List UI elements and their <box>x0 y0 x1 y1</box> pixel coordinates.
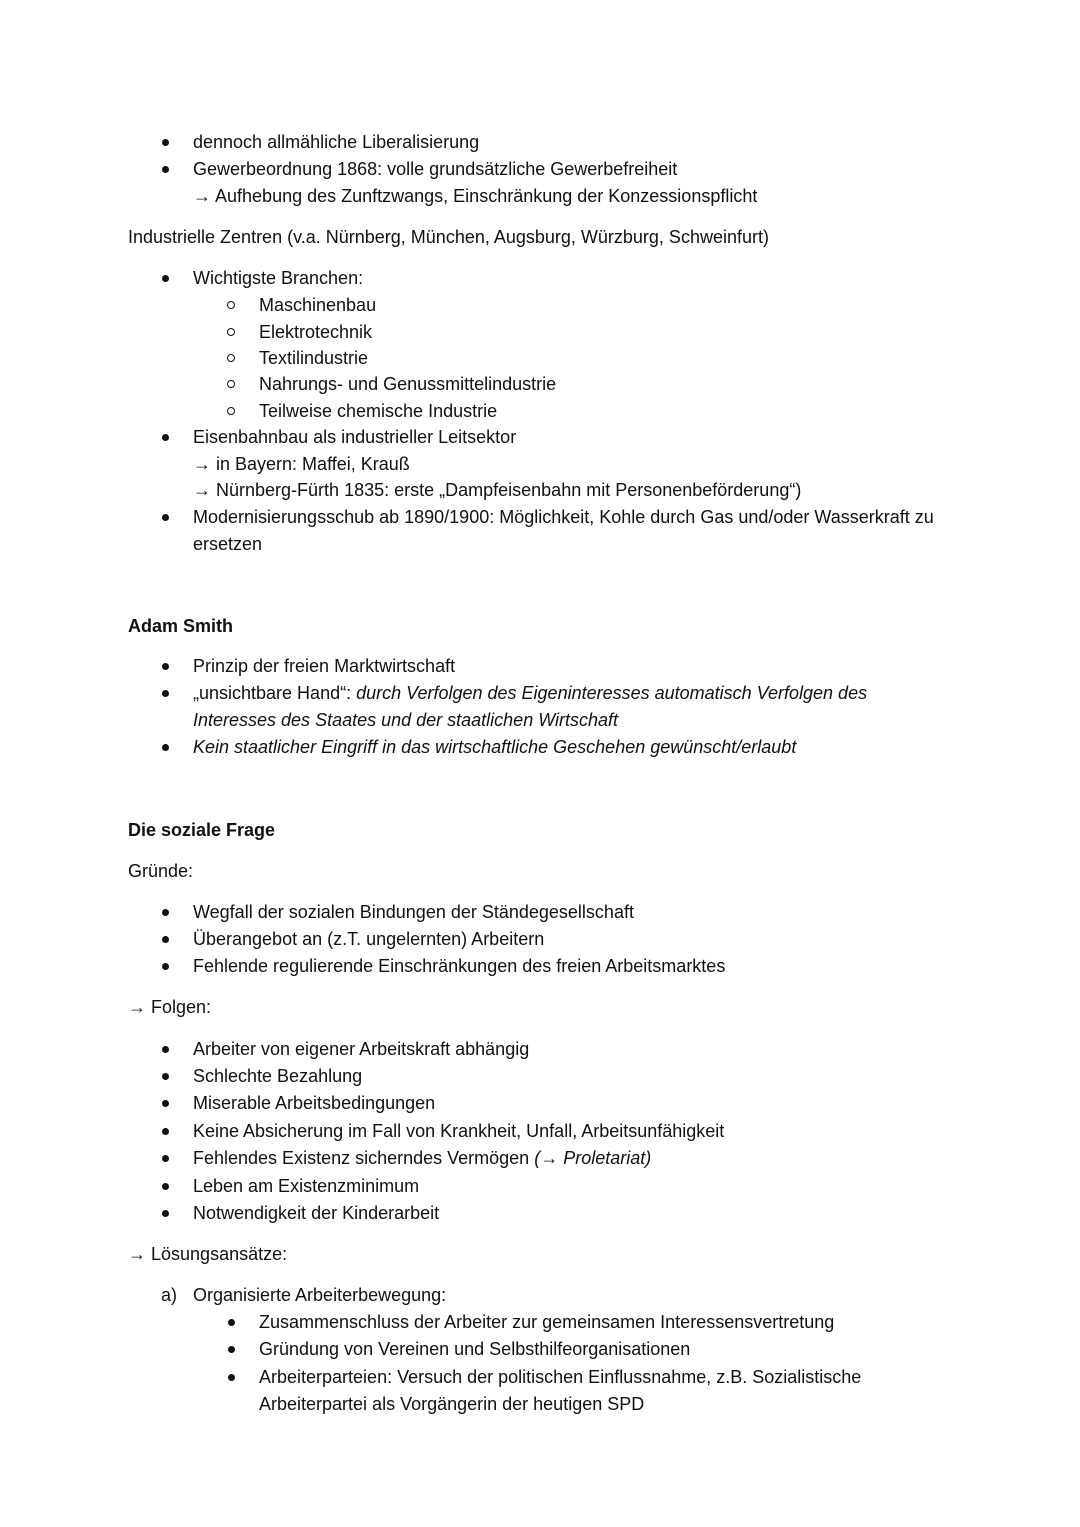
solution-title: Organisierte Arbeiterbewegung: <box>193 1285 447 1305</box>
arrow-right-icon: → <box>540 1148 559 1168</box>
sub-list-item: Teilweise chemische Industrie <box>259 401 498 421</box>
bullet <box>162 1073 169 1080</box>
bullet <box>162 1046 169 1053</box>
sub-item <box>193 183 757 209</box>
list-item: Gewerbeordnung 1868: volle grundsätzliche Gewerbefreiheit <box>193 159 678 179</box>
circle-bullet <box>227 328 235 336</box>
sub-list-item: Textilindustrie <box>259 348 369 368</box>
list-item-continuation: ersetzen <box>193 534 263 554</box>
bullet <box>162 909 169 916</box>
sub-item <box>193 451 410 477</box>
bullet <box>162 663 169 670</box>
list-item: Eisenbahnbau als industrieller Leitsektor <box>193 427 517 447</box>
arrow-right-icon: → <box>128 1244 146 1264</box>
sub-item <box>193 477 801 503</box>
section-heading-adam-smith: Adam Smith <box>128 616 234 636</box>
consequences-label <box>128 994 211 1020</box>
sub-item-text: Nürnberg-Fürth 1835: erste „Dampfeisenbahn mit Personenbeförderung“) <box>216 480 802 500</box>
list-item: Schlechte Bezahlung <box>193 1066 363 1086</box>
list-item: Notwendigkeit der Kinderarbeit <box>193 1203 440 1223</box>
list-item <box>193 680 867 706</box>
bullet <box>162 744 169 751</box>
ref-text: Proletariat) <box>563 1148 652 1168</box>
term-definition: durch Verfolgen des Eigeninteresses automatisch Verfolgen des <box>356 683 868 703</box>
bullet <box>228 1374 235 1381</box>
sub-list-item: Nahrungs- und Genussmittelindustrie <box>259 374 557 394</box>
proletariat-ref: (→ Proletariat) <box>534 1148 652 1168</box>
list-item: Überangebot an (z.T. ungelernten) Arbeitern <box>193 929 545 949</box>
bullet <box>162 166 169 173</box>
bullet <box>162 1155 169 1162</box>
list-item: Keine Absicherung im Fall von Krankheit, Unfall, Arbeitsunfähigkeit <box>193 1121 725 1141</box>
arrow-right-icon: → <box>193 480 211 500</box>
bullet <box>228 1346 235 1353</box>
list-item: Arbeiter von eigener Arbeitskraft abhängig <box>193 1039 530 1059</box>
label-text: Lösungsansätze: <box>151 1244 288 1264</box>
list-item: Kein staatlicher Eingriff in das wirtschaftliche Geschehen gewünscht/erlaubt <box>193 737 797 757</box>
bullet <box>228 1319 235 1326</box>
list-item: Modernisierungsschub ab 1890/1900: Möglichkeit, Kohle durch Gas und/oder Wasserkraft zu <box>193 507 934 527</box>
circle-bullet <box>227 301 235 309</box>
list-item-continuation: Interesses des Staates und der staatlichen Wirtschaft <box>193 710 619 730</box>
bullet <box>162 936 169 943</box>
bullet <box>162 1210 169 1217</box>
industrial-heading: Industrielle Zentren (v.a. Nürnberg, München, Augsburg, Würzburg, Schweinfurt) <box>128 227 769 247</box>
enum-marker: a) <box>161 1285 178 1305</box>
label-text: Folgen: <box>151 997 212 1017</box>
bullet <box>162 1100 169 1107</box>
bullet <box>162 1183 169 1190</box>
section-heading-soziale-frage: Die soziale Frage <box>128 820 276 840</box>
sub-list-item: Zusammenschluss der Arbeiter zur gemeinsamen Interessensvertretung <box>259 1312 835 1332</box>
bullet <box>162 963 169 970</box>
circle-bullet <box>227 407 235 415</box>
list-item: Miserable Arbeitsbedingungen <box>193 1093 436 1113</box>
bullet <box>162 434 169 441</box>
bullet <box>162 1128 169 1135</box>
list-item: Wichtigste Branchen: <box>193 268 364 288</box>
list-item: Fehlende regulierende Einschränkungen des freien Arbeitsmarktes <box>193 956 726 976</box>
sub-item-text: Aufhebung des Zunftzwangs, Einschränkung der Konzessionspflicht <box>215 186 758 206</box>
sub-list-item: Gründung von Vereinen und Selbsthilfeorganisationen <box>259 1339 691 1359</box>
circle-bullet <box>227 380 235 388</box>
list-item: dennoch allmähliche Liberalisierung <box>193 132 480 152</box>
list-item <box>193 1145 651 1171</box>
bullet <box>162 275 169 282</box>
sub-list-item-continuation: Arbeiterpartei als Vorgängerin der heutigen SPD <box>259 1394 645 1414</box>
list-item: Wegfall der sozialen Bindungen der Ständegesellschaft <box>193 902 634 922</box>
arrow-right-icon: → <box>193 186 211 206</box>
bullet <box>162 690 169 697</box>
sub-list-item: Arbeiterparteien: Versuch der politischen Einflussnahme, z.B. Sozialistische <box>259 1367 862 1387</box>
sub-list-item: Elektrotechnik <box>259 322 373 342</box>
list-item: Prinzip der freien Marktwirtschaft <box>193 656 456 676</box>
term: „unsichtbare Hand“: <box>193 683 352 703</box>
list-item-text: Fehlendes Existenz sicherndes Vermögen <box>193 1148 530 1168</box>
bullet <box>162 514 169 521</box>
sub-list-item: Maschinenbau <box>259 295 377 315</box>
arrow-right-icon: → <box>193 454 211 474</box>
list-item: Leben am Existenzminimum <box>193 1176 420 1196</box>
arrow-right-icon: → <box>128 997 146 1017</box>
circle-bullet <box>227 354 235 362</box>
reasons-label: Gründe: <box>128 861 194 881</box>
bullet <box>162 139 169 146</box>
sub-item-text: in Bayern: Maffei, Krauß <box>216 454 410 474</box>
solutions-label <box>128 1241 287 1267</box>
